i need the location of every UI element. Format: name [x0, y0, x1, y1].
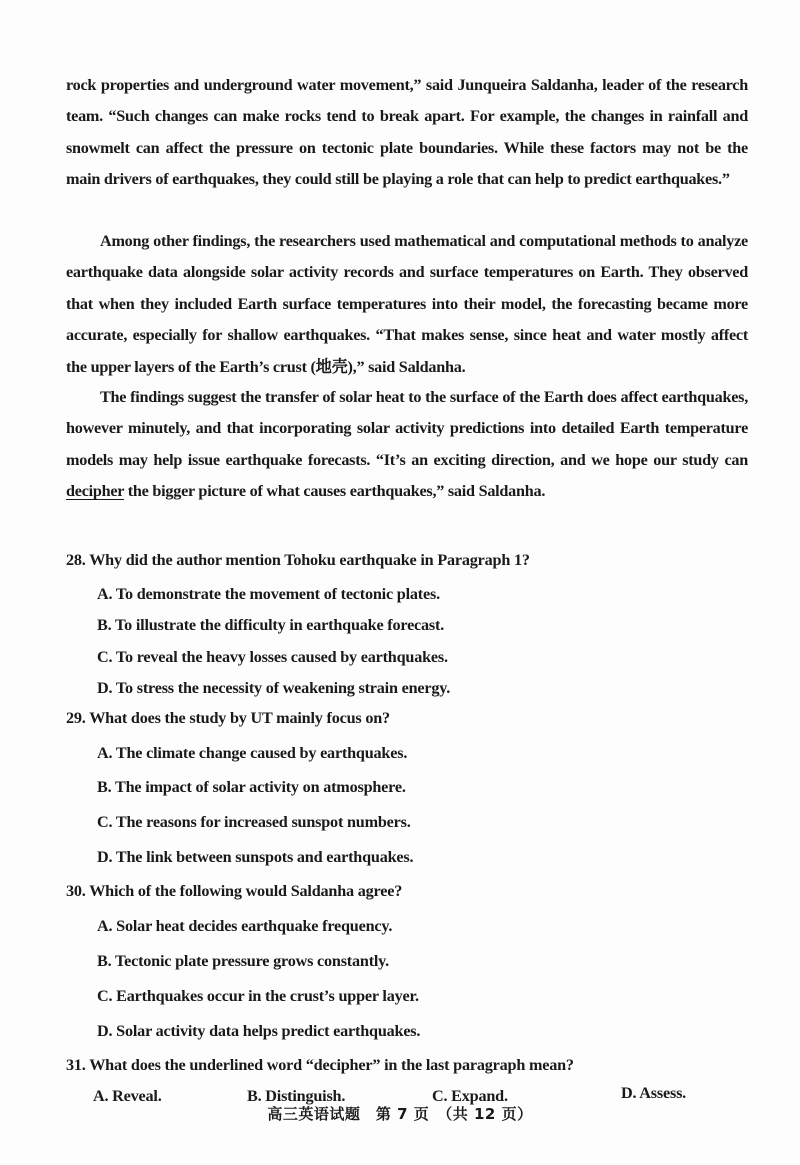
passage-paragraph-3	[66, 382, 748, 508]
question-29-option-c: C. The reasons for increased sunspot numbers.	[97, 813, 411, 831]
passage-paragraph-2: Among other findings, the researchers used mathematical and computational methods to analyze earthquake data alongside solar activity records and surface temperatures on Earth. They observed that when they included Earth surface temperatures into their model, the forecasting became more accurate, especially for shallow earthquakes. “That makes sense, since heat and water mostly affect the upper layers of the Earth’s crust (地壳),” said Saldanha.	[66, 232, 748, 376]
question-30-stem: 30. Which of the following would Saldanha agree?	[66, 882, 403, 900]
question-29-stem: 29. What does the study by UT mainly focus on?	[66, 709, 390, 727]
question-28-option-c: C. To reveal the heavy losses caused by earthquakes.	[97, 648, 448, 666]
question-28-option-d: D. To stress the necessity of weakening strain energy.	[97, 679, 451, 697]
question-29-option-a: A. The climate change caused by earthquakes.	[97, 744, 408, 762]
page-footer: 高三英语试题 第 7 页 （共 12 页）	[267, 1105, 533, 1123]
question-29-option-d: D. The link between sunspots and earthquakes.	[97, 848, 414, 866]
question-30-option-a: A. Solar heat decides earthquake frequency.	[97, 917, 393, 935]
question-28-option-a: A. To demonstrate the movement of tectonic plates.	[97, 585, 440, 603]
question-28-option-b: B. To illustrate the difficulty in earthquake forecast.	[97, 616, 445, 634]
paragraph-3-text-after: the bigger picture of what causes earthquakes,” said Saldanha.	[123, 482, 546, 501]
paragraph-3-text-before: The findings suggest the transfer of solar heat to the surface of the Earth does affect earthquakes, however minutely, and that incorporating solar activity predictions into detailed Earth temperature models may help issue earthquake forecasts. “It’s an exciting direction, and we hope our study can	[66, 388, 748, 469]
question-31-stem: 31. What does the underlined word “decipher” in the last paragraph mean?	[66, 1056, 574, 1074]
question-31-option-a: A. Reveal.	[93, 1087, 162, 1105]
question-29-option-b: B. The impact of solar activity on atmosphere.	[97, 778, 406, 796]
question-30-option-c: C. Earthquakes occur in the crust’s upper layer.	[97, 987, 419, 1005]
question-28-stem: 28. Why did the author mention Tohoku earthquake in Paragraph 1?	[66, 551, 530, 569]
question-31-option-c: C. Expand.	[432, 1087, 508, 1105]
question-30-option-b: B. Tectonic plate pressure grows constantly.	[97, 952, 390, 970]
passage-paragraph-1-continuation: rock properties and underground water movement,” said Junqueira Saldanha, leader of the research team. “Such changes can make rocks tend to break apart. For example, the changes in rainfall and snowmelt can affect the pressure on tectonic plate boundaries. While these factors may not be the main drivers of earthquakes, they could still be playing a role that can help to predict earthquakes.”	[66, 76, 748, 189]
question-31-option-d: D. Assess.	[621, 1084, 687, 1102]
question-31-option-b: B. Distinguish.	[247, 1087, 346, 1105]
question-30-option-d: D. Solar activity data helps predict earthquakes.	[97, 1022, 421, 1040]
underlined-word-decipher: decipher	[66, 482, 124, 501]
